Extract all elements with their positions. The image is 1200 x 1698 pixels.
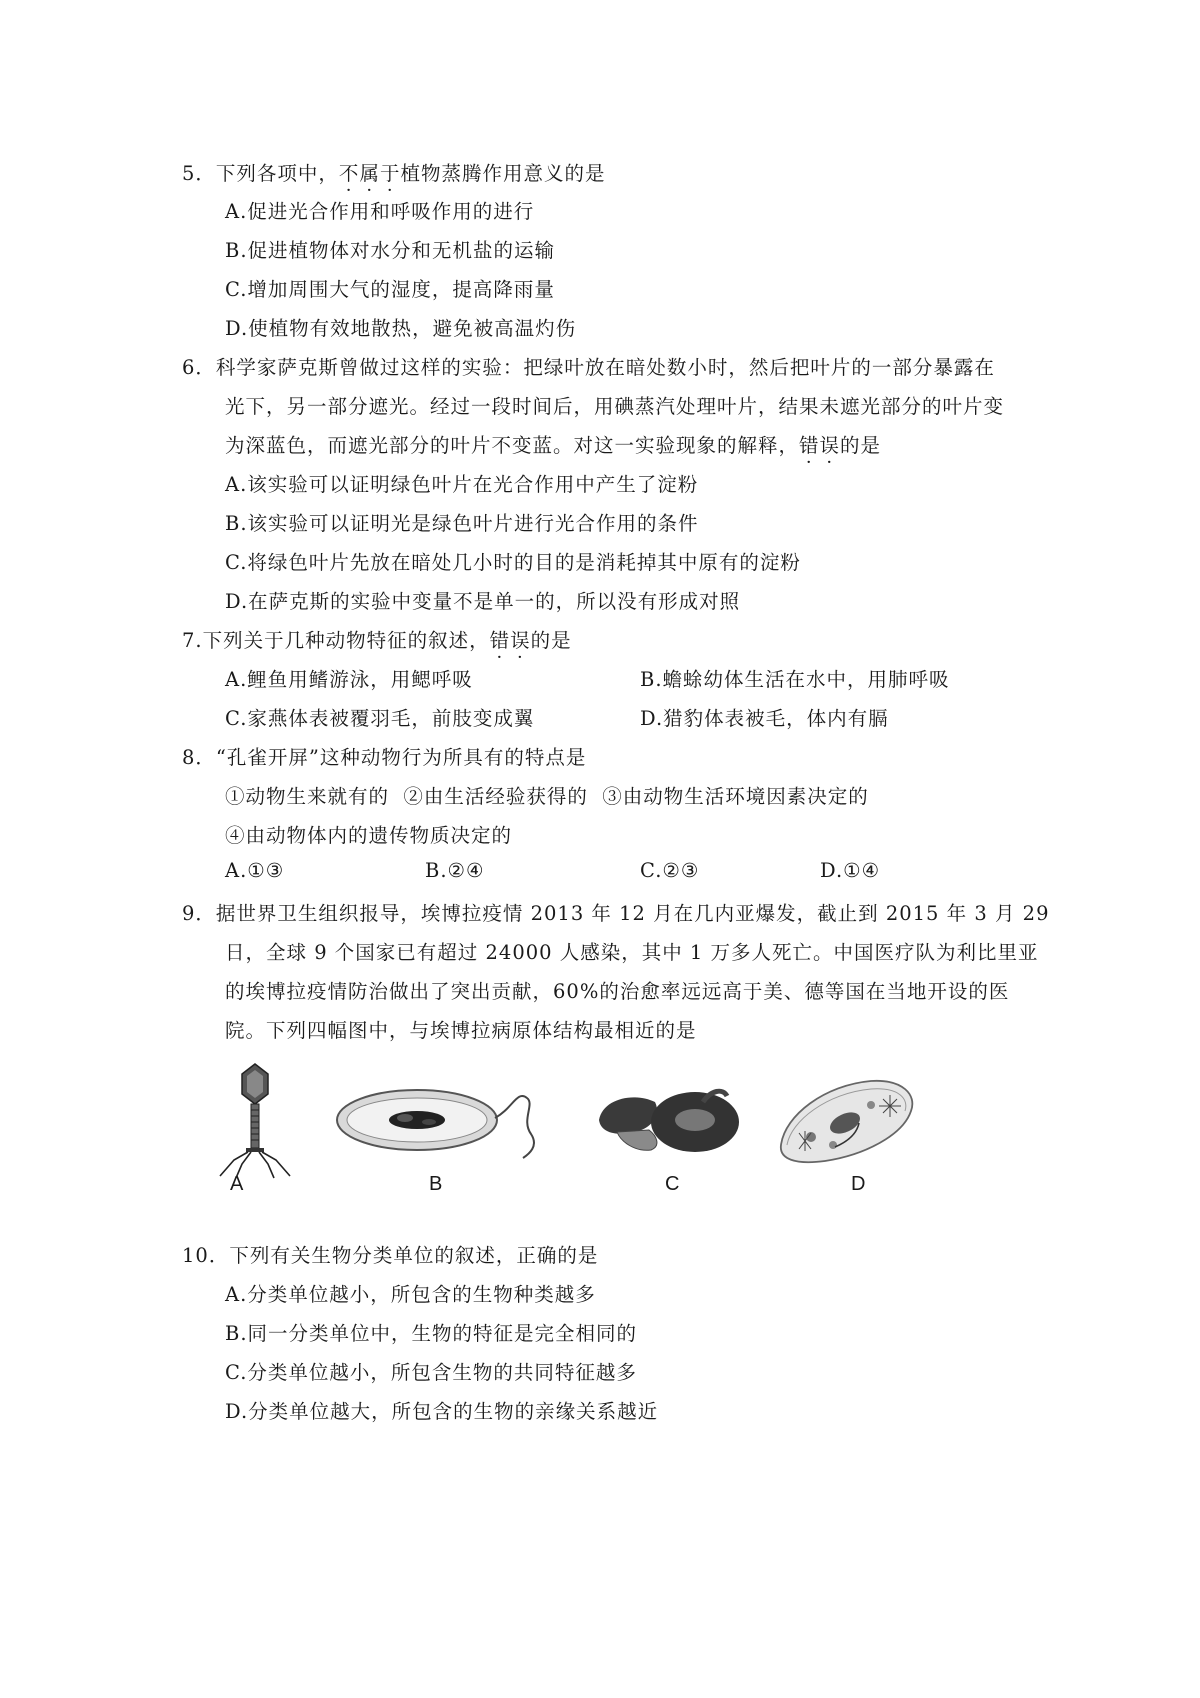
q10-stem: 10．下列有关生物分类单位的叙述，正确的是 [182,1244,599,1267]
q6-option-a: A.该实验可以证明绿色叶片在光合作用中产生了淀粉 [225,473,699,496]
mushroom-figure [595,1080,745,1170]
figure-label-d: D [851,1173,866,1195]
figure-label-a: A [230,1173,244,1195]
q9-stem-line4: 院。下列四幅图中，与埃博拉病原体结构最相近的是 [225,1019,697,1042]
q5-option-d: D.使植物有效地散热，避免被高温灼伤 [225,317,577,340]
emphasis-char: 误 [819,434,841,457]
q8-option-d: D.①④ [820,859,881,882]
q10-option-d: D.分类单位越大，所包含的生物的亲缘关系越近 [225,1400,659,1423]
q6-stem-line1: 6．科学家萨克斯曾做过这样的实验：把绿叶放在暗处数小时，然后把叶片的一部分暴露在 [182,356,995,379]
q7-option-a: A.鲤鱼用鳍游泳，用鳃呼吸 [225,668,473,691]
q6-option-d: D.在萨克斯的实验中变量不是单一的，所以没有形成对照 [225,590,741,613]
q5-option-a: A.促进光合作用和呼吸作用的进行 [225,200,535,223]
q7-option-c: C.家燕体表被覆羽毛，前肢变成翼 [225,707,535,730]
q5-option-c: C.增加周围大气的湿度，提高降雨量 [225,278,555,301]
q7-stem: 7.下列关于几种动物特征的叙述，错误的是 [182,625,572,653]
emphasis-char: 错 [799,434,820,457]
q10-option-b: B.同一分类单位中，生物的特征是完全相同的 [225,1322,638,1345]
q7-option-d: D.猎豹体表被毛，体内有膈 [640,707,889,730]
q8-statements-line1: ①动物生来就有的 ②由生活经验获得的 ③由动物生活环境因素决定的 [225,785,869,808]
q7-option-b: B.蟾蜍幼体生活在水中，用肺呼吸 [640,668,950,691]
q6-option-b: B.该实验可以证明光是绿色叶片进行光合作用的条件 [225,512,699,535]
q8-option-b: B.②④ [425,859,485,882]
bacterium-figure [335,1080,550,1165]
q6-stem-line3: 为深蓝色，而遮光部分的叶片不变蓝。对这一实验现象的解释，错误的是 [225,430,881,458]
emphasis-char: 错 [489,629,511,652]
q9-stem-line3: 的埃博拉疫情防治做出了突出贡献，60%的治愈率远远高于美、德等国在当地开设的医 [225,980,1010,1003]
q8-stem: 8．“孔雀开屏”这种动物行为所具有的特点是 [182,746,587,769]
paramecium-figure [775,1075,920,1170]
q8-option-a: A.①③ [225,859,285,882]
q10-option-a: A.分类单位越小，所包含的生物种类越多 [225,1283,596,1306]
q10-option-c: C.分类单位越小，所包含生物的共同特征越多 [225,1361,637,1384]
q6-option-c: C.将绿色叶片先放在暗处几小时的目的是消耗掉其中原有的淀粉 [225,551,801,574]
q5-option-b: B.促进植物体对水分和无机盐的运输 [225,239,556,262]
q9-stem-line2: 日，全球 9 个国家已有超过 24000 人感染，其中 1 万多人死亡。中国医疗队为利比里亚 [225,941,1039,964]
figure-label-b: B [429,1173,443,1195]
q9-stem-line1: 9．据世界卫生组织报导，埃博拉疫情 2013 年 12 月在几内亚爆发，截止到 2015 年 3 月 29 [182,902,1050,925]
emphasis-char: 属 [359,162,380,185]
q8-option-c: C.②③ [640,859,700,882]
q5-stem: 5．下列各项中，不属于植物蒸腾作用意义的是 [182,158,605,186]
emphasis-char: 于 [379,162,401,185]
emphasis-char: 误 [510,629,531,652]
emphasis-char: 不 [338,162,360,185]
figure-label-c: C [665,1173,680,1195]
q8-statements-line2: ④由动物体内的遗传物质决定的 [225,824,513,847]
bacteriophage-figure [210,1060,300,1180]
q6-stem-line2: 光下，另一部分遮光。经过一段时间后，用碘蒸汽处理叶片，结果未遮光部分的叶片变 [225,395,1005,418]
